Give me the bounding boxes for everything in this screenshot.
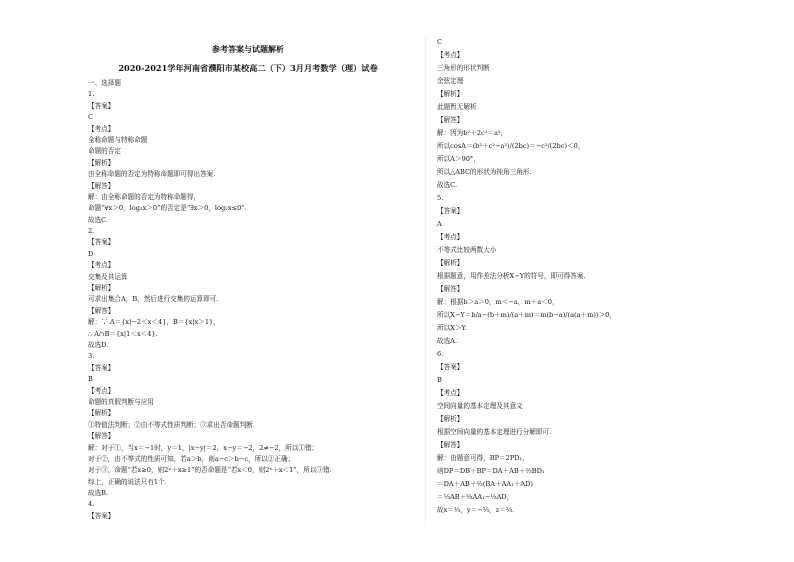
right-lines-text: 【解析】: [437, 415, 464, 423]
right-lines-text: 故x＝⅓，y＝−⅓，z＝⅔.: [437, 506, 515, 514]
right-lines-text: 故选A.: [437, 337, 458, 345]
right-lines-text: 空间向量的基本定理及其意义: [437, 402, 523, 410]
right-lines-text: 三角形的形状判断: [437, 64, 490, 72]
right-lines-text: 【解析】: [437, 90, 464, 98]
left-lines-text: B: [88, 375, 93, 384]
left-lines-text: ①特值法判断；②由不等式性质判断；③求出否命题判断.: [88, 420, 255, 429]
right-lines-text: 故选C.: [437, 181, 458, 189]
left-lines-text: 【解析】: [88, 284, 115, 293]
left-lines-text: 解：∵ A＝{x|−2＜x＜4}，B＝{x|x＞1}，: [88, 318, 220, 327]
right-lines-text: 【答案】: [437, 363, 464, 371]
right-lines-text: 【答案】: [437, 207, 464, 215]
right-lines-text: 【考点】: [437, 51, 464, 59]
right-lines-text: 5.: [437, 194, 444, 202]
left-lines-text: 故选B.: [88, 489, 109, 498]
right-lines-text: 【考点】: [437, 233, 464, 241]
left-lines-text: ∴ A∩B＝{x|1＜x＜4}.: [88, 329, 158, 338]
left-lines-text: 4.: [88, 500, 95, 509]
right-lines-text: ＝DA＋AB＋⅔(BA＋AA₁＋AD): [437, 480, 533, 488]
right-lines-text: 解：由题意可得，BP＝2PD₁，: [437, 454, 529, 462]
left-lines-text: C: [88, 113, 94, 122]
right-lines-text: B: [437, 376, 442, 384]
right-lines-text: 【解答】: [437, 116, 464, 124]
column-divider: [425, 36, 426, 526]
right-column: [437, 36, 777, 517]
right-lines-text: 余弦定理: [437, 77, 464, 85]
right-lines-text: 所以cosA＝(b²＋c²−a²)/(2bc)＝−c²/(2bc)＜0，: [437, 142, 585, 150]
left-lines-text: 解：对于①，当x＝−1时，y＝1，|x−y|＝2，x−y＝−2，2≠−2，所以①错；: [88, 443, 319, 452]
left-lines-text: 全称命题与特称命题: [88, 135, 148, 144]
left-lines-text: 可求出集合A，B，然后进行交集的运算即可.: [88, 295, 219, 304]
left-lines-text: 综上，正确的说法只有1个.: [88, 477, 167, 486]
left-lines-text: 由全称命题的否定为特称命题即可得出答案.: [88, 170, 216, 179]
right-lines-text: 解：根据b＞a＞0，m＜−a，m＋a＜0，: [437, 298, 559, 306]
left-lines-text: 命题的否定: [88, 147, 121, 156]
right-lines-text: A: [437, 220, 442, 228]
left-lines-text: 对于②，由不等式的性质可知，若a＞b，则a−c＞b−c，所以②正确；: [88, 454, 295, 463]
left-lines-text: 【答案】: [88, 363, 115, 372]
left-lines-text: 命题的真假判断与应用: [88, 397, 154, 406]
left-lines-text: 1.: [88, 90, 95, 99]
right-lines-text: 不等式比较两数大小: [437, 246, 497, 254]
right-lines-text: 【解答】: [437, 285, 464, 293]
left-lines-text: 3.: [88, 352, 95, 361]
left-lines-text: 命题“∀x＞0，log₂x＞0”的否定是“∃x＞0，log₂x≤0”.: [88, 204, 247, 213]
right-lines-text: 所以X−Y＝b/a−(b＋m)/(a＋m)＝m(b−a)/(a(a＋m))＞0，: [437, 311, 616, 319]
left-lines-text: 故选C.: [88, 215, 109, 224]
left-lines-text: 【答案】: [88, 511, 115, 520]
right-lines-text: 6.: [437, 350, 444, 358]
right-lines-text: 解：因为b²＋2c²＝a²，: [437, 129, 508, 137]
left-lines-text: 【考点】: [88, 386, 115, 395]
right-lines-text: 所以A＞90°，: [437, 155, 480, 163]
right-lines-text: 此题暂无解析: [437, 103, 477, 111]
left-lines-text: 解：由全称命题的否定为特称命题得，: [88, 192, 201, 201]
right-lines-text: 所以X＞Y.: [437, 324, 468, 332]
left-lines-text: 【解答】: [88, 181, 115, 190]
right-lines-text: 根据空间向量的基本定理进行分解即可.: [437, 428, 552, 436]
left-lines-text: 一、选择题: [88, 79, 121, 87]
left-lines-text: 【解答】: [88, 306, 115, 315]
left-lines-text: 【答案】: [88, 238, 115, 247]
left-lines-text: 【答案】: [88, 101, 115, 110]
left-column: [88, 78, 428, 522]
exam-subtitle: 2020-2021学年河南省濮阳市某校高二（下）3月月考数学（理）试卷: [118, 63, 378, 73]
right-lines-text: C: [437, 38, 443, 46]
left-lines-text: 【解析】: [88, 158, 115, 167]
right-lines-text: 则DP＝DB＋BP＝DA＋AB＋⅔BD₁: [437, 467, 545, 475]
left-lines-text: 交集及其运算: [88, 272, 128, 281]
right-lines-text: 根据题意，用作差法分析X−Y的符号，即可得答案.: [437, 272, 586, 280]
right-lines-text: ＝⅓AB＋⅔AA₁−⅓AD，: [437, 493, 514, 501]
page-title: 参考答案与试题解析: [212, 44, 284, 54]
right-lines-text: 【解答】: [437, 441, 464, 449]
left-lines-text: 2.: [88, 227, 95, 236]
left-lines-text: 【解答】: [88, 432, 115, 441]
left-lines-text: 对于③，命题“若x≥0，则2ˣ＋x≥1”的否命题是“若x＜0，则2ˣ＋x＜1”，所以③错.: [88, 466, 332, 475]
right-lines-text: 【解析】: [437, 259, 464, 267]
left-lines-text: 【解析】: [88, 409, 115, 418]
right-lines-text: 【考点】: [437, 389, 464, 397]
right-lines-text: 所以△ABC的形状为钝角三角形.: [437, 168, 532, 176]
left-lines-text: D: [88, 249, 94, 258]
left-lines-text: 【考点】: [88, 124, 115, 133]
left-lines-text: 【考点】: [88, 261, 115, 270]
left-lines-text: 故选D.: [88, 340, 109, 349]
